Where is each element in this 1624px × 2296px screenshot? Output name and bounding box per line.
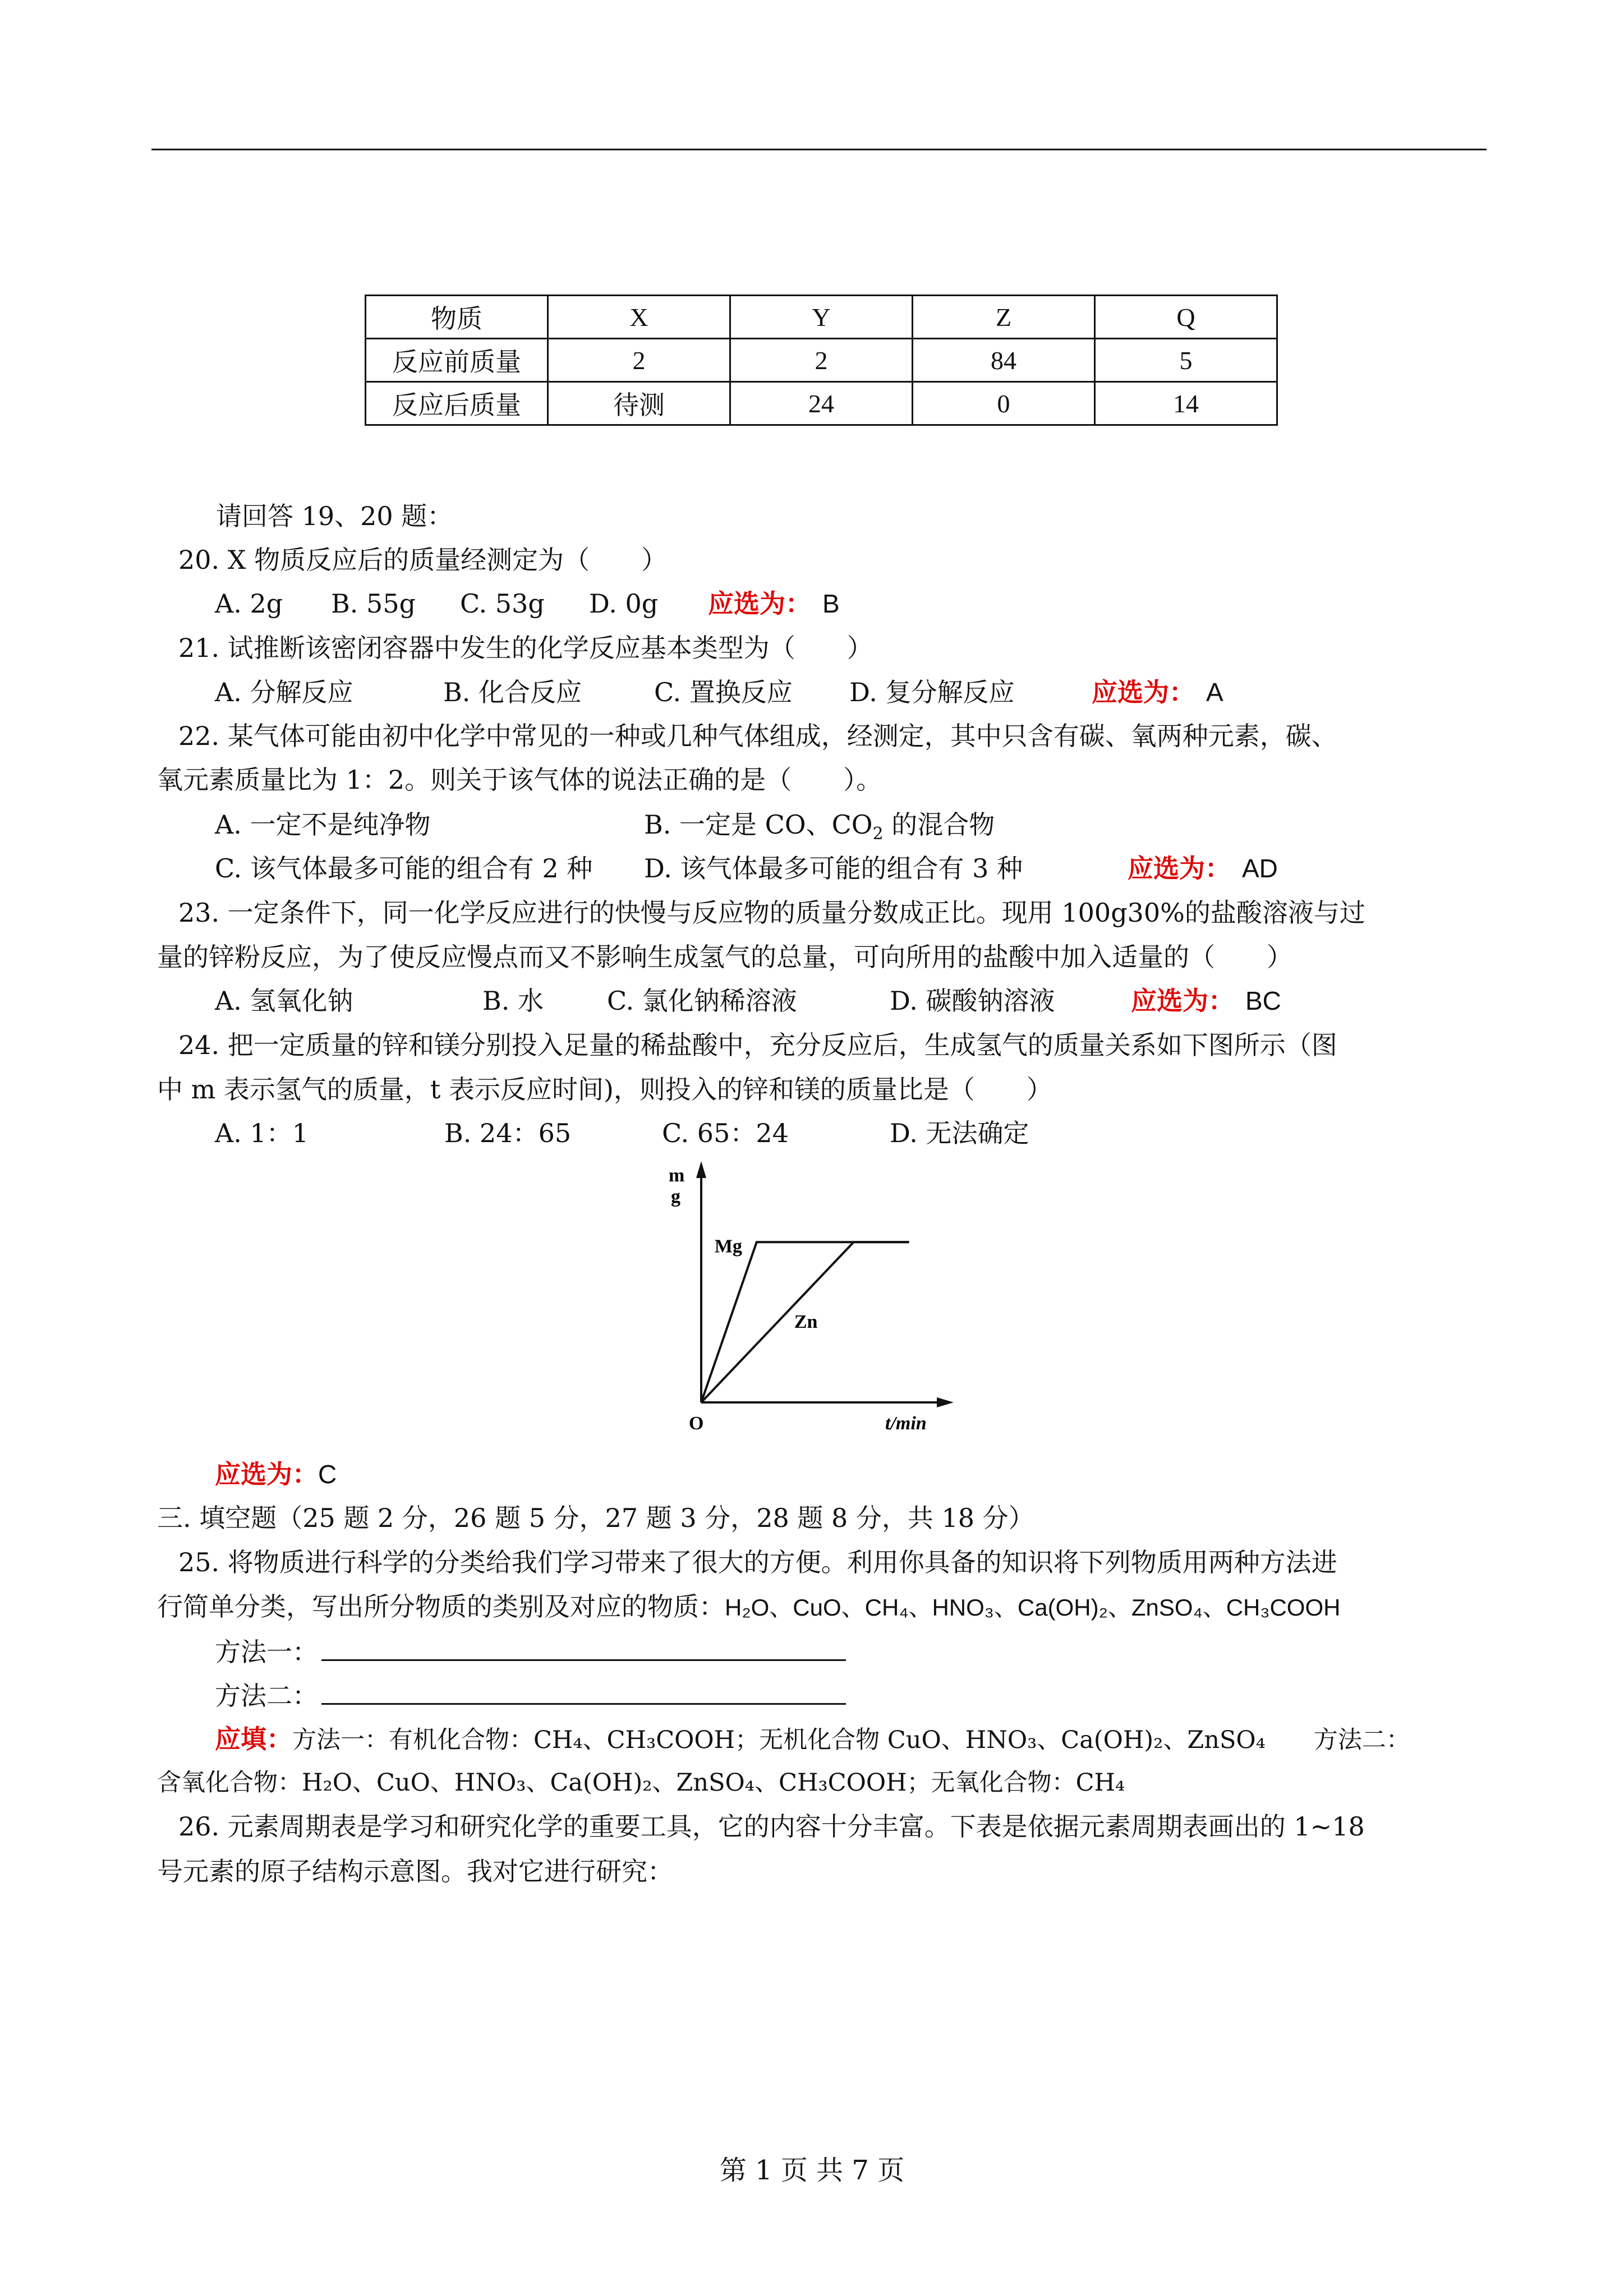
y-axis-label-line2: g [671, 1186, 680, 1207]
q22-option-b [644, 808, 995, 851]
q22-stem-line2: 氧元素质量比为 1：2。则关于该气体的说法正确的是（ ）。 [157, 765, 882, 795]
q20-option-d: D. 0g [589, 588, 659, 619]
q24-stem-line1: 24. 把一定质量的锌和镁分别投入足量的稀盐酸中，充分反应后，生成氢气的质量关系如下图所示（图 [178, 1030, 1337, 1060]
table-cell: 2 [548, 339, 730, 382]
q23-answer: BC [1245, 986, 1281, 1015]
page-footer: 第 1 页 共 7 页 [719, 2155, 905, 2186]
q25-stem-text: 行简单分类，写出所分物质的类别及对应的物质： [157, 1591, 725, 1622]
q25-method2-label: 方法二： [215, 1681, 318, 1711]
table-header-cell: X [548, 296, 730, 339]
q25-answer-line1 [215, 1722, 1410, 1757]
q24-stem-line2: 中 m 表示氢气的质量，t 表示反应时间)，则投入的锌和镁的质量比是（ ） [157, 1074, 1052, 1105]
q22-option-b-tail: 的混合物 [883, 809, 995, 840]
q21-option-b: B. 化合反应 [443, 677, 582, 707]
x-axis-arrow [937, 1397, 954, 1407]
section-3-heading: 三. 填空题（25 题 2 分，26 题 5 分，27 题 3 分，28 题 8 分，共 18 分） [157, 1503, 1034, 1533]
q20-option-b: B. 55g [331, 588, 416, 619]
q23-option-d: D. 碳酸钠溶液 [890, 986, 1055, 1016]
table-cell: 0 [913, 382, 1095, 425]
q25-answer-line2: 含氧化合物：H₂O、CuO、HNO₃、Ca(OH)₂、ZnSO₄、CH₃COOH；无氧化合物：CH₄ [157, 1769, 1125, 1797]
q25-answer-part1: 方法一：有机化合物：CH₄、CH₃COOH；无机化合物 CuO、HNO₃、Ca(OH)₂、ZnSO₄ 方法二： [292, 1726, 1410, 1754]
q20-option-a: A. 2g [215, 588, 283, 619]
table-header-row [366, 296, 1277, 339]
header-rule [151, 149, 1487, 150]
intro-text: 请回答 19、20 题： [216, 501, 453, 531]
q24-answer-line [215, 1457, 337, 1491]
y-axis-arrow [696, 1161, 706, 1178]
q26-stem-line2: 号元素的原子结构示意图。我对它进行研究： [157, 1856, 673, 1887]
mass-table [365, 295, 1278, 426]
q25-method1-line [215, 1634, 846, 1669]
series-label-mg: Mg [714, 1236, 742, 1257]
q22-answer-label: 应选为： [1128, 853, 1231, 884]
q22-option-b-subscript: 2 [872, 824, 884, 844]
y-axis-label-line1: m [669, 1165, 685, 1186]
q24-option-d: D. 无法确定 [890, 1118, 1029, 1148]
q24-answer: C [318, 1460, 337, 1489]
q20-answer-label: 应选为： [708, 588, 811, 619]
q21-option-c: C. 置换反应 [654, 677, 793, 707]
q22-answer: AD [1242, 854, 1278, 883]
q23-answer-label: 应选为： [1131, 986, 1234, 1016]
table-cell: 5 [1095, 339, 1277, 382]
q20-option-c: C. 53g [460, 588, 545, 619]
q24-option-c: C. 65：24 [662, 1118, 789, 1148]
x-axis-label: t/min [885, 1413, 927, 1434]
table-cell: 2 [730, 339, 913, 382]
q25-stem-line2 [157, 1590, 1340, 1625]
q21-option-d: D. 复分解反应 [849, 677, 1015, 707]
table-header-cell: Y [730, 296, 913, 339]
hydrogen-mass-chart [651, 1156, 965, 1442]
q24-option-a: A. 1：1 [215, 1118, 309, 1148]
series-label-zn: Zn [794, 1312, 818, 1333]
table-cell: 14 [1095, 382, 1277, 425]
q22-option-c: C. 该气体最多可能的组合有 2 种 [215, 853, 593, 884]
q25-formulas: H₂O、CuO、CH₄、HNO₃、Ca(OH)₂、ZnSO₄、CH₃COOH [725, 1594, 1341, 1621]
q24-option-b: B. 24：65 [444, 1118, 572, 1148]
q26-stem-line1: 26. 元素周期表是学习和研究化学的重要工具，它的内容十分丰富。下表是依据元素周期表画出的 1~18 [178, 1811, 1365, 1842]
table-cell: 反应后质量 [366, 382, 548, 425]
table-row [366, 382, 1277, 425]
q25-stem-line1: 25. 将物质进行科学的分类给我们学习带来了很大的方便。利用你具备的知识将下列物质用两种方法进 [178, 1547, 1337, 1577]
q23-stem-line2: 量的锌粉反应，为了使反应慢点而又不影响生成氢气的总量，可向所用的盐酸中加入适量的（ ） [157, 942, 1292, 972]
table-cell: 反应前质量 [366, 339, 548, 382]
q23-option-b: B. 水 [482, 986, 544, 1016]
q21-answer: A [1206, 678, 1223, 707]
q22-option-d: D. 该气体最多可能的组合有 3 种 [644, 853, 1023, 884]
origin-label: O [689, 1413, 704, 1434]
q21-answer-label: 应选为： [1092, 677, 1195, 707]
q22-option-b-text: B. 一定是 CO、CO [644, 809, 873, 840]
table-row [366, 339, 1277, 382]
q25-method2-line [215, 1677, 846, 1713]
q25-method1-blank[interactable] [321, 1634, 846, 1661]
table-cell: 24 [730, 382, 913, 425]
q24-answer-label: 应选为： [215, 1459, 318, 1489]
q23-stem-line1: 23. 一定条件下，同一化学反应进行的快慢与反应物的质量分数成正比。现用 100g30%的盐酸溶液与过 [178, 898, 1365, 928]
q23-option-a: A. 氢氧化钠 [215, 986, 353, 1016]
table-cell: 84 [913, 339, 1095, 382]
q22-option-a: A. 一定不是纯净物 [215, 809, 431, 840]
q25-method1-label: 方法一： [215, 1637, 318, 1667]
q23-option-c: C. 氯化钠稀溶液 [607, 986, 797, 1016]
q25-method2-blank[interactable] [321, 1677, 846, 1705]
table-header-cell: Q [1095, 296, 1277, 339]
q20-stem: 20. X 物质反应后的质量经测定为（ ） [178, 545, 668, 575]
table-header-cell: 物质 [366, 296, 548, 339]
q20-answer: B [822, 589, 840, 618]
q21-option-a: A. 分解反应 [215, 677, 353, 707]
table-cell: 待测 [548, 382, 730, 425]
table-header-cell: Z [913, 296, 1095, 339]
q25-fill-label: 应填： [215, 1724, 292, 1754]
q21-stem: 21. 试推断该密闭容器中发生的化学反应基本类型为（ ） [178, 633, 873, 663]
q22-stem-line1: 22. 某气体可能由初中化学中常见的一种或几种气体组成，经测定，其中只含有碳、氧两种元素，碳、 [178, 721, 1337, 751]
